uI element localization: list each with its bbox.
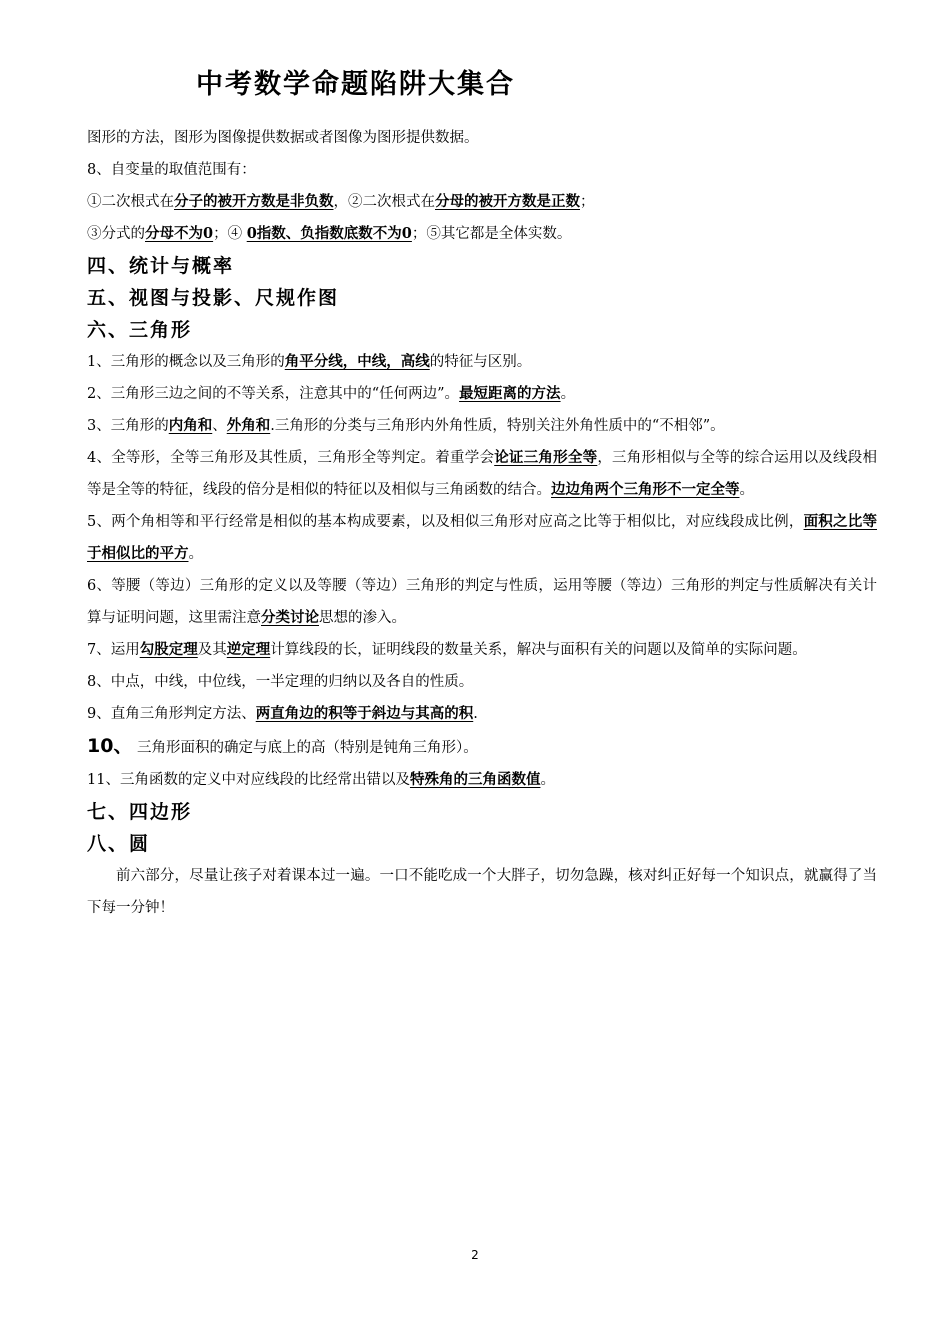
- section-heading-8: 八、圆: [87, 833, 151, 855]
- item-8-line-b: ③分式的分母不为0；④ 0指数、负指数底数不为0；⑤其它都是全体实数。: [87, 225, 572, 242]
- triangle-item-7: 7、运用勾股定理及其逆定理计算线段的长，证明线段的数量关系，解决与面积有关的问题以及简单的实际问题。: [87, 641, 807, 658]
- page-number: 2: [471, 1248, 479, 1262]
- triangle-item-6: 6、等腰（等边）三角形的定义以及等腰（等边）三角形的判定与性质，运用等腰（等边）三角形的判定与性质解决有关计算与证明问题，这里需注意分类讨论思想的渗入。: [87, 578, 877, 626]
- triangle-item-1: 1、三角形的概念以及三角形的角平分线，中线，高线的特征与区别。: [87, 353, 532, 370]
- section-heading-5: 五、视图与投影、尺规作图: [87, 287, 340, 309]
- triangle-item-4: 4、全等形，全等三角形及其性质，三角形全等判定。着重学会论证三角形全等，三角形相似与全等的综合运用以及线段相等是全等的特征，线段的倍分是相似的特征以及相似与三角函数的结合。边边角两个三角形不一定全等。: [87, 449, 877, 498]
- triangle-item-5: 5、两个角相等和平行经常是相似的基本构成要素，以及相似三角形对应高之比等于相似比，对应线段成比例，面积之比等于相似比的平方。: [87, 513, 877, 562]
- triangle-item-10: 10、 三角形面积的确定与底上的高（特别是钝角三角形）。: [87, 735, 478, 757]
- triangle-item-8: 8、中点，中线，中位线，一半定理的归纳以及各自的性质。: [87, 674, 474, 690]
- document-body: [87, 122, 877, 924]
- section-heading-4: 四、统计与概率: [87, 255, 235, 277]
- closing-paragraph: 前六部分，尽量让孩子对着课本过一遍。一口不能吃成一个大胖子，切勿急躁，核对纠正好每一个知识点，就赢得了当下每一分钟！: [87, 868, 877, 916]
- item-8-heading: 8、自变量的取值范围有：: [87, 162, 256, 178]
- section-heading-7: 七、四边形: [87, 801, 193, 823]
- page-title: 中考数学命题陷阱大集合: [196, 69, 515, 100]
- item-8-line-a: ①二次根式在分子的被开方数是非负数，②二次根式在分母的被开方数是正数；: [87, 193, 595, 210]
- triangle-item-9: 9、直角三角形判定方法、两直角边的积等于斜边与其高的积.: [87, 705, 478, 722]
- triangle-item-11: 11、三角函数的定义中对应线段的比经常出错以及特殊角的三角函数值。: [87, 771, 555, 788]
- intro-line: 图形的方法，图形为图像提供数据或者图像为图形提供数据。: [87, 130, 479, 146]
- triangle-item-2: 2、三角形三边之间的不等关系，注意其中的“任何两边”。最短距离的方法。: [87, 385, 576, 402]
- triangle-item-3: 3、三角形的内角和、外角和.三角形的分类与三角形内外角性质，特别关注外角性质中的“不相邻”。: [87, 417, 725, 434]
- section-heading-6: 六、三角形: [87, 319, 193, 341]
